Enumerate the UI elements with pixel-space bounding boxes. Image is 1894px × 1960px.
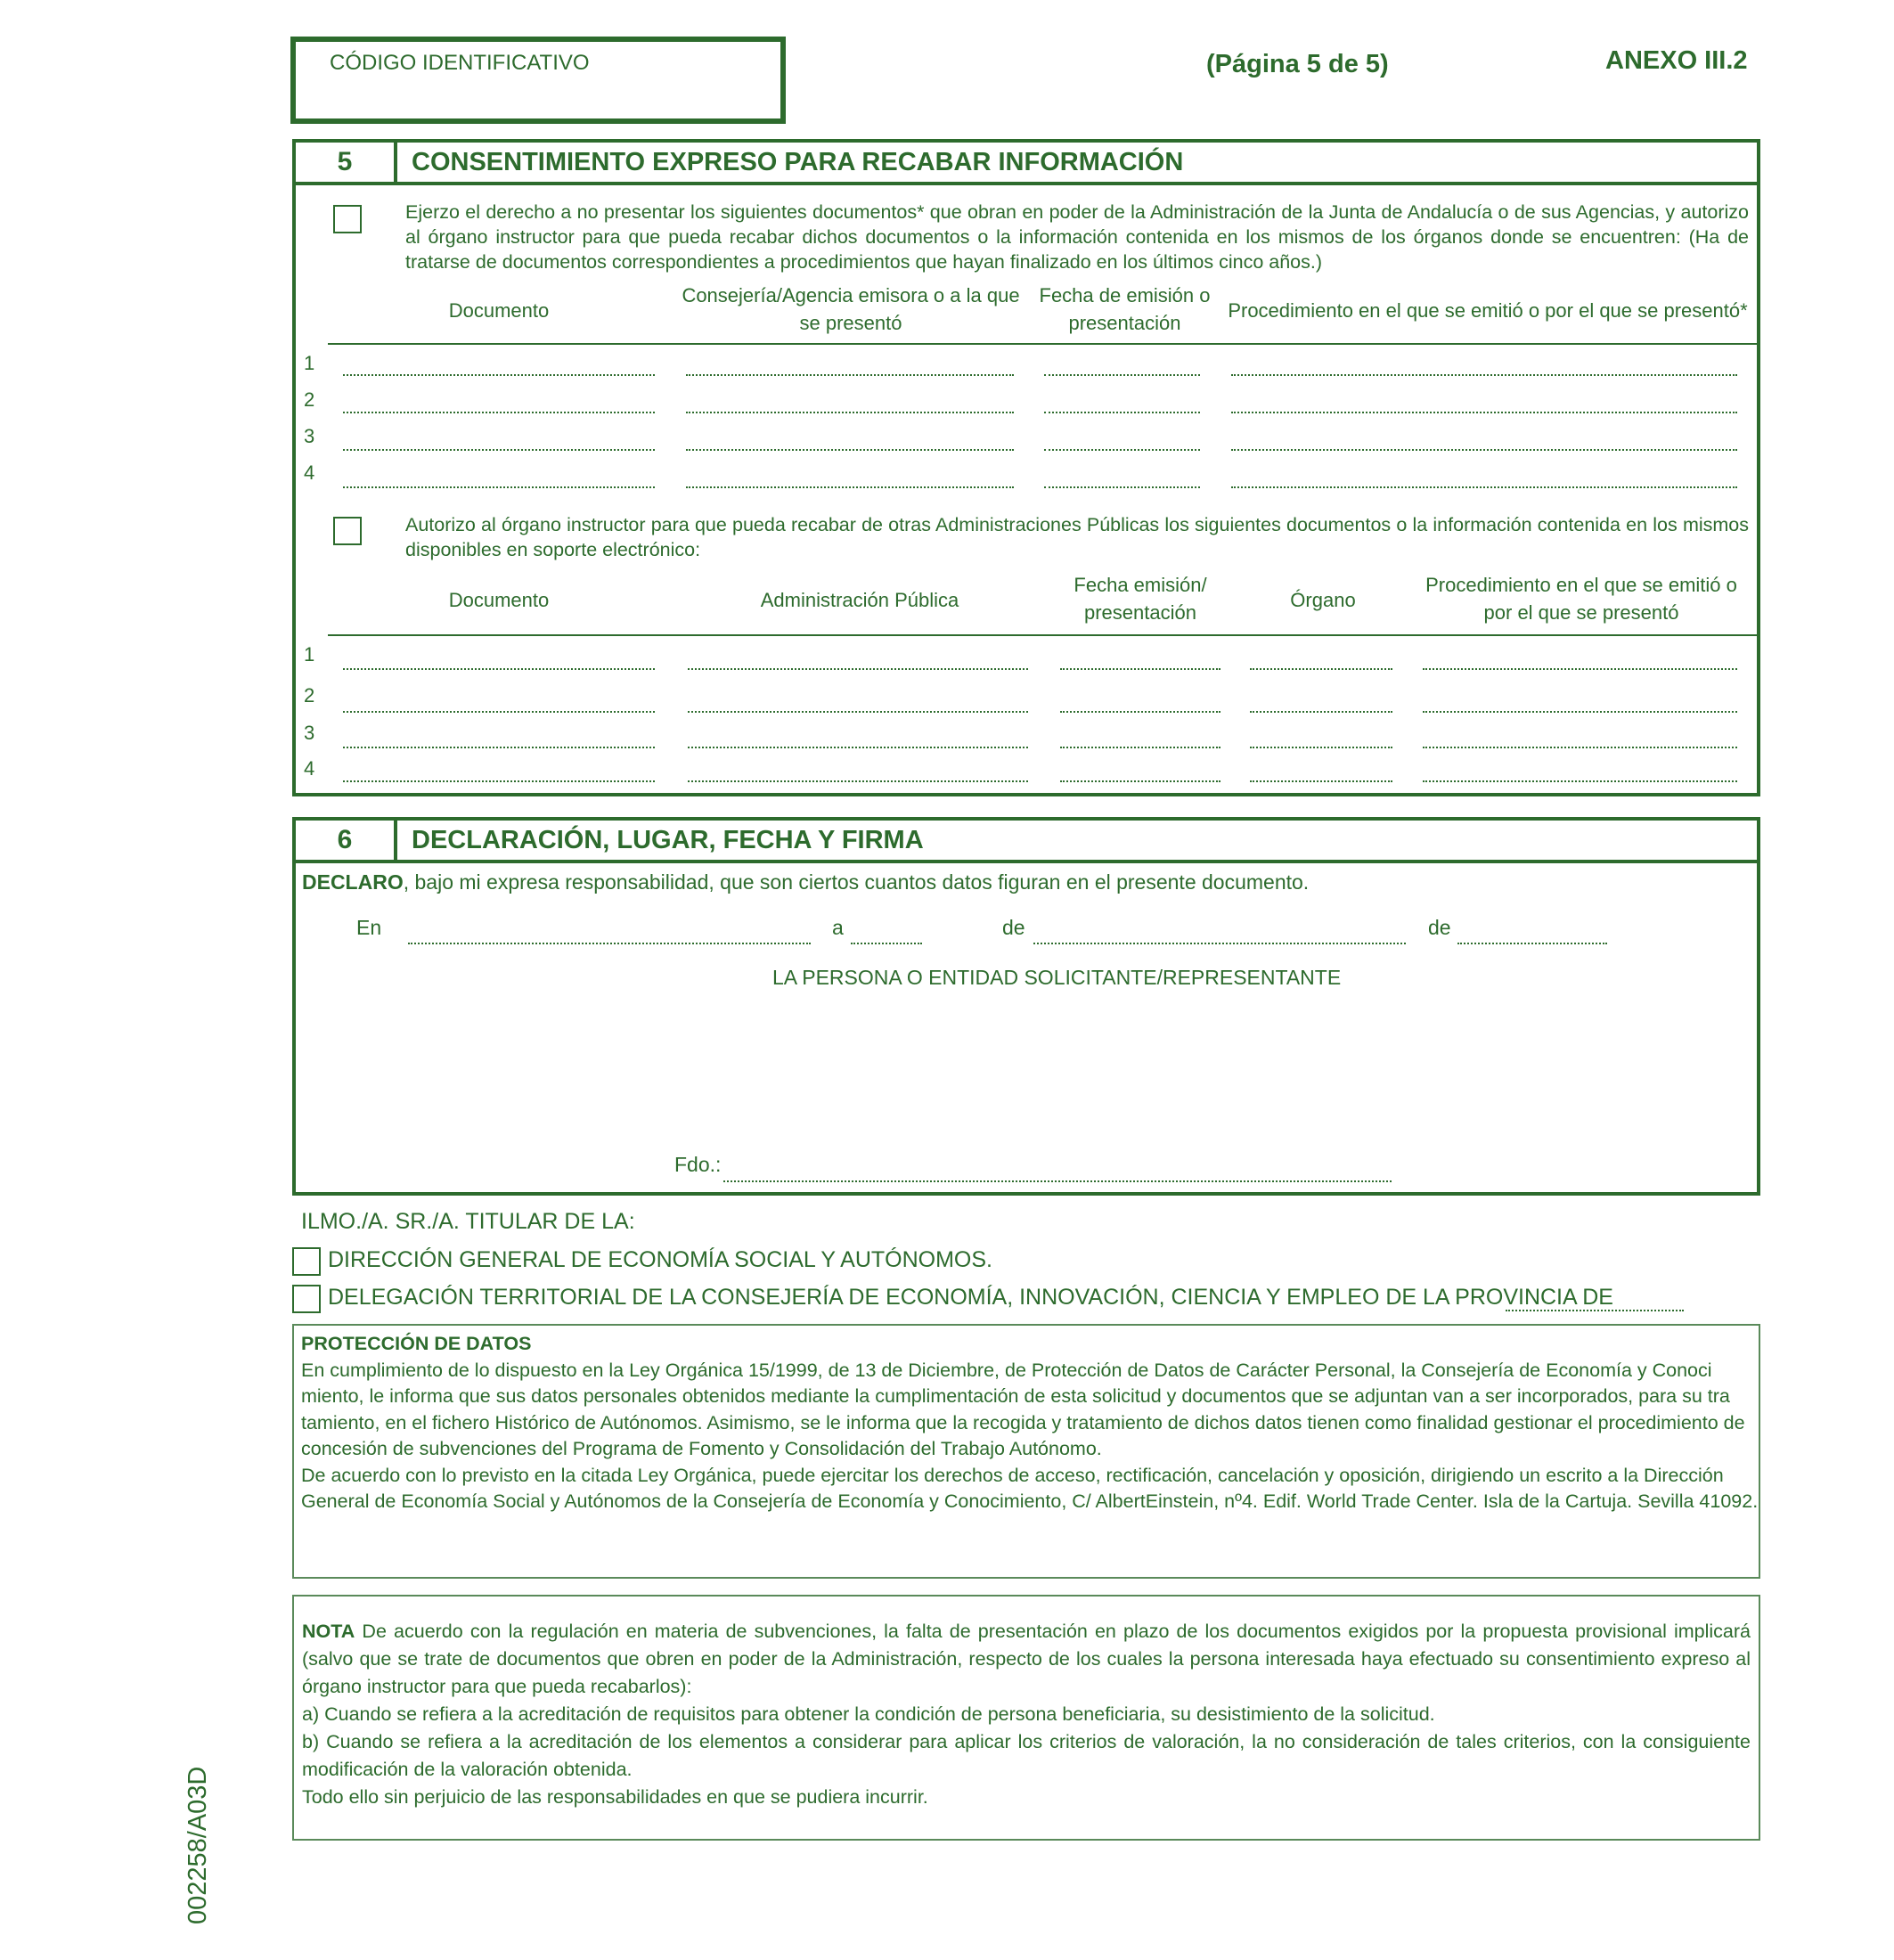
t2-r2-procedimiento-field[interactable] [1423, 711, 1737, 713]
de-label-2: de [1428, 916, 1451, 939]
page-indicator: (Página 5 de 5) [1206, 50, 1389, 78]
t1-row-number-4: 4 [304, 461, 315, 484]
nota-intro: De acuerdo con la regulación en materia de subvenciones, la falta de presentación en plazo de los documentos exigidos por la propuesta provisional implicará (salvo que se trate de documentos que obren en poder de la Administración, respecto de los cuales la persona interesada haya efectuado su consentimiento expreso al órgano instructor para que pueda recabarlos): [302, 1621, 1751, 1697]
nota-label: NOTA [302, 1621, 355, 1642]
annex-label: ANEXO III.2 [1605, 46, 1748, 75]
place-field[interactable] [408, 943, 811, 944]
t1-row-number-3: 3 [304, 425, 315, 447]
fdo-label: Fdo.: [674, 1153, 722, 1176]
t2-r4-fecha-field[interactable] [1060, 780, 1220, 782]
section-5-header [296, 143, 1757, 185]
section-5-number: 5 [296, 143, 397, 182]
t2-r1-fecha-field[interactable] [1060, 668, 1220, 670]
data-protection-line-4: concesión de subvenciones del Programa de Fomento y Consolidación del Trabajo Autónomo. [301, 1438, 1102, 1459]
option2-text: Autorizo al órgano instructor para que pueda recabar de otras Administraciones Públicas los siguientes documentos o la información contenida en los mismos disponibles en soporte electrónico: [405, 514, 1749, 560]
section-6-title: DECLARACIÓN, LUGAR, FECHA Y FIRMA [412, 826, 924, 854]
t2-header-documento: Documento [448, 589, 550, 611]
t1-r1-documento-field[interactable] [343, 374, 655, 376]
nota-content [302, 1618, 1751, 1811]
t1-r2-procedimiento-field[interactable] [1231, 412, 1737, 413]
t2-r3-organo-field[interactable] [1250, 747, 1392, 748]
t2-header-rule [328, 634, 1757, 636]
t1-r2-fecha-field[interactable] [1044, 412, 1200, 413]
t2-r4-organo-field[interactable] [1250, 780, 1392, 782]
recipient-option2-checkbox[interactable] [292, 1285, 321, 1313]
t1-header-rule [328, 343, 1757, 345]
data-protection-line-5: De acuerdo con lo previsto en la citada Ley Orgánica, puede ejercitar los derechos de acceso, rectificación, cancelación y oposición, dirigiendo un escrito a la Dirección [301, 1464, 1724, 1486]
t2-r3-fecha-field[interactable] [1060, 747, 1220, 748]
option2-checkbox[interactable] [333, 517, 362, 545]
t2-r3-procedimiento-field[interactable] [1423, 747, 1737, 748]
t1-r1-fecha-field[interactable] [1044, 374, 1200, 376]
recipient-option1-checkbox[interactable] [292, 1247, 321, 1276]
declaro-text: , bajo mi expresa responsabilidad, que son ciertos cuantos datos figuran en el presente documento. [403, 870, 1310, 894]
nota-item-a: a) Cuando se refiera a la acreditación de requisitos para obtener la condición de persona beneficiaria, su desistimiento de la solicitud. [302, 1703, 1435, 1725]
t1-header-procedimiento: Procedimiento en el que se emitió o por el que se presentó* [1228, 299, 1748, 322]
t1-header-fecha: Fecha de emisión o presentación [1039, 284, 1211, 334]
t2-header-organo: Órgano [1290, 589, 1356, 611]
t1-r2-consejeria-field[interactable] [686, 412, 1014, 413]
t1-r1-consejeria-field[interactable] [686, 374, 1014, 376]
identification-code-box[interactable] [290, 37, 786, 124]
t1-r4-documento-field[interactable] [343, 486, 655, 488]
t2-r1-documento-field[interactable] [343, 668, 655, 670]
en-label: En [356, 916, 382, 939]
section-5-title: CONSENTIMIENTO EXPRESO PARA RECABAR INFORMACIÓN [412, 148, 1184, 176]
t2-r4-documento-field[interactable] [343, 780, 655, 782]
data-protection-line-1: En cumplimiento de lo dispuesto en la Ley Orgánica 15/1999, de 13 de Diciembre, de Protección de Datos de Carácter Personal, la Consejería de Economía y Conoci [301, 1359, 1712, 1381]
t2-r3-documento-field[interactable] [343, 747, 655, 748]
data-protection-line-6: General de Economía Social y Autónomos de la Consejería de Economía y Conocimiento, C/ AlbertEinstein, nº4. Edif. World Trade Center. Isla de la Cartuja. Sevilla 41092. [301, 1490, 1759, 1512]
signature-name-field[interactable] [723, 1180, 1392, 1182]
identification-code-label: CÓDIGO IDENTIFICATIVO [330, 51, 590, 75]
declaration-statement [302, 870, 1727, 894]
t1-r1-procedimiento-field[interactable] [1231, 374, 1737, 376]
t2-r4-administracion-field[interactable] [688, 780, 1028, 782]
t2-r1-administracion-field[interactable] [688, 668, 1028, 670]
t2-r2-administracion-field[interactable] [688, 711, 1028, 713]
t1-r3-consejeria-field[interactable] [686, 449, 1014, 451]
de-label-1: de [1002, 916, 1025, 939]
t1-row-number-2: 2 [304, 388, 315, 411]
t1-r4-consejeria-field[interactable] [686, 486, 1014, 488]
t2-r1-organo-field[interactable] [1250, 668, 1392, 670]
section-6-number: 6 [296, 821, 397, 860]
t2-r1-procedimiento-field[interactable] [1423, 668, 1737, 670]
month-field[interactable] [1033, 943, 1406, 944]
recipient-title: ILMO./A. SR./A. TITULAR DE LA: [301, 1209, 635, 1234]
t2-header-administracion: Administración Pública [760, 589, 959, 611]
t2-header-procedimiento: Procedimiento en el que se emitió o por el que se presentó [1425, 574, 1737, 624]
t1-r3-fecha-field[interactable] [1044, 449, 1200, 451]
data-protection-line-3: tamiento, en el fichero Histórico de Autónomos. Asimismo, se le informa que la recogida y tratamiento de dichos datos tienen como finalidad gestionar el procedimiento de [301, 1411, 1745, 1433]
declaro-label: DECLARO [302, 870, 404, 894]
t1-row-number-1: 1 [304, 352, 315, 374]
t2-r4-procedimiento-field[interactable] [1423, 780, 1737, 782]
t2-row-number-2: 2 [304, 684, 315, 706]
data-protection-line-2: miento, le informa que sus datos personales obtenidos mediante la cumplimentación de esta solicitud y documentos que se adjuntan van a ser incorporados, para su tra [301, 1385, 1730, 1407]
t2-r2-documento-field[interactable] [343, 711, 655, 713]
option1-text: Ejerzo el derecho a no presentar los siguientes documentos* que obran en poder de la Administración de la Junta de Andalucía o de sus Agencias, y autorizo al órgano instructor para que pueda recabar dichos documentos o la información contenida en los mismos de los órganos donde se encuentren: (Ha de tratarse de documentos correspondientes a procedimientos que hayan finalizado en los últimos cinco años.) [405, 201, 1749, 273]
form-side-code: 002258/A03D [184, 1766, 212, 1924]
year-field[interactable] [1457, 943, 1607, 944]
signer-label: LA PERSONA O ENTIDAD SOLICITANTE/REPRESENTANTE [772, 966, 1342, 989]
t1-header-consejeria: Consejería/Agencia emisora o a la que se presentó [682, 284, 1020, 334]
day-field[interactable] [851, 943, 922, 944]
t2-r2-organo-field[interactable] [1250, 711, 1392, 713]
data-protection-title: PROTECCIÓN DE DATOS [301, 1333, 532, 1354]
t1-r4-fecha-field[interactable] [1044, 486, 1200, 488]
t1-r4-procedimiento-field[interactable] [1231, 486, 1737, 488]
nota-intro-paragraph [302, 1618, 1751, 1701]
t2-row-number-1: 1 [304, 643, 315, 666]
t2-row-number-3: 3 [304, 722, 315, 744]
t2-row-number-4: 4 [304, 757, 315, 780]
nota-item-b: b) Cuando se refiera a la acreditación de los elementos a considerar para aplicar los criterios de valoración, la no consideración de tales criterios, con la consiguiente modificación de la valoración obtenida. [302, 1731, 1751, 1780]
t1-r3-documento-field[interactable] [343, 449, 655, 451]
province-field[interactable] [1506, 1310, 1684, 1311]
t2-r2-fecha-field[interactable] [1060, 711, 1220, 713]
t2-r3-administracion-field[interactable] [688, 747, 1028, 748]
t2-header-fecha: Fecha emisión/ presentación [1074, 574, 1207, 624]
nota-closing: Todo ello sin perjuicio de las responsabilidades en que se pudiera incurrir. [302, 1786, 928, 1808]
recipient-option2-label: DELEGACIÓN TERRITORIAL DE LA CONSEJERÍA DE ECONOMÍA, INNOVACIÓN, CIENCIA Y EMPLEO DE LA PROVINCIA DE [328, 1285, 1613, 1310]
t1-r3-procedimiento-field[interactable] [1231, 449, 1737, 451]
option1-checkbox[interactable] [333, 205, 362, 233]
data-protection-content [301, 1331, 1762, 1515]
recipient-option1-label: DIRECCIÓN GENERAL DE ECONOMÍA SOCIAL Y AUTÓNOMOS. [328, 1247, 992, 1272]
t1-r2-documento-field[interactable] [343, 412, 655, 413]
a-label: a [832, 916, 844, 939]
t1-header-documento: Documento [448, 299, 550, 322]
section-6-header [296, 821, 1757, 863]
